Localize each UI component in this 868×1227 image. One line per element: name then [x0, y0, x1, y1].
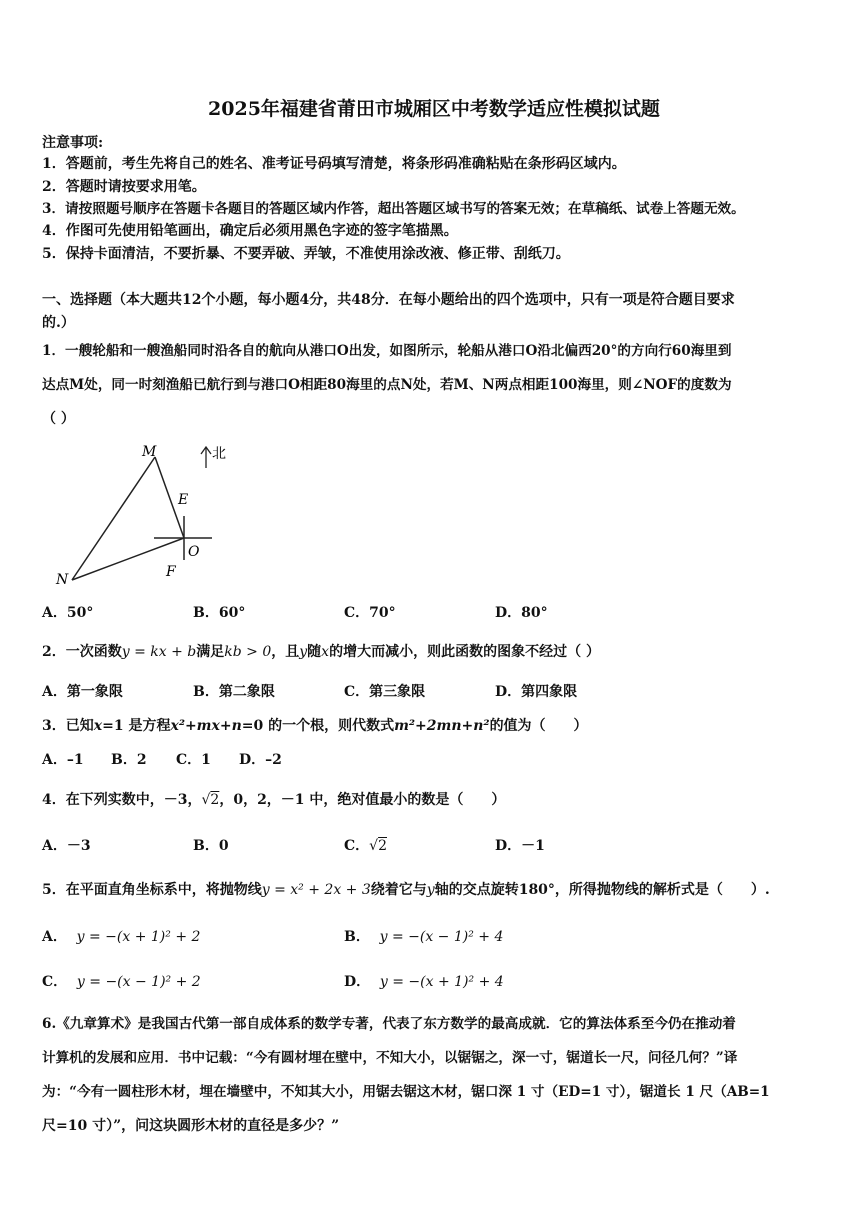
q6-text: 6.《九章算术》是我国古代第一部自成体系的数学专著，代表了东方数学的最高成就．它的算法体系至今仍在推动着: [42, 1016, 736, 1032]
label-F: F: [166, 564, 176, 580]
label-O: O: [188, 544, 200, 560]
q3-option-a[interactable]: A．–1: [42, 752, 84, 768]
label-E: E: [178, 492, 189, 508]
q2-option-d[interactable]: D．第四象限: [495, 684, 578, 700]
page-title: 2025年福建省莆田市城厢区中考数学适应性模拟试题: [208, 98, 660, 120]
notice-item: 2．答题时请按要求用笔。: [42, 179, 206, 195]
q2-option-c[interactable]: C．第三象限: [344, 684, 426, 700]
section-heading: 一、选择题（本大题共12个小题，每小题4分，共48分．在每小题给出的四个选项中，只有一项是符合题目要求: [42, 292, 735, 308]
q5-option-c[interactable]: C． y = −(x − 1)² + 2: [42, 974, 201, 990]
q3-text: 3．已知x=1 是方程x²+mx+n=0 的一个根，则代数式m²+2mn+n²的值为（ ）: [42, 718, 588, 734]
q4-option-c[interactable]: C．√2: [344, 838, 387, 854]
q6-text: 尺=10 寸）”，问这块圆形木材的直径是多少？”: [42, 1118, 340, 1134]
q5-option-a[interactable]: A． y = −(x + 1)² + 2: [42, 929, 201, 945]
q6-text: 为：“今有一圆柱形木材，埋在墙壁中，不知其大小，用锯去锯这木材，锯口深 1 寸（ED=1 寸），锯道长 1 尺（AB=1: [42, 1084, 770, 1100]
q1-figure: [40, 436, 240, 596]
notice-item: 5．保持卡面清洁，不要折暴、不要弄破、弄皱，不准使用涂改液、修正带、刮纸刀。: [42, 246, 570, 262]
q1-option-d[interactable]: D．80°: [495, 605, 548, 621]
q1-text: 达点M处，同一时刻渔船已航行到与港口O相距80海里的点N处，若M、N两点相距100海里，则∠NOF的度数为: [42, 377, 732, 393]
q2-text: 2．一次函数y = kx + b满足kb > 0，且y随x的增大而减小，则此函数的图象不经过（ ）: [42, 644, 600, 660]
q3-option-d[interactable]: D．–2: [239, 752, 282, 768]
segment-MN: [72, 457, 155, 580]
q5-text: 5．在平面直角坐标系中，将抛物线y = x² + 2x + 3绕着它与y轴的交点旋转180°，所得抛物线的解析式是（ ）.: [42, 882, 770, 898]
q5-option-b[interactable]: B． y = −(x − 1)² + 4: [344, 929, 504, 945]
q1-text: 1．一艘轮船和一艘渔船同时沿各自的航向从港口O出发，如图所示，轮船从港口O沿北偏西20°的方向行60海里到: [42, 343, 732, 359]
sqrt-icon: √: [201, 792, 211, 808]
q1-option-c[interactable]: C．70°: [344, 605, 396, 621]
q4-option-b[interactable]: B．0: [193, 838, 229, 854]
q2-option-b[interactable]: B．第二象限: [193, 684, 275, 700]
q3-option-b[interactable]: B．2: [111, 752, 147, 768]
notice-item: 3．请按照题号顺序在答题卡各题目的答题区域内作答，超出答题区域书写的答案无效；在草稿纸、试卷上答题无效。: [42, 201, 745, 217]
q6-text: 计算机的发展和应用．书中记载：“今有圆材埋在壁中，不知大小，以锯锯之，深一寸，锯道长一尺，问径几何？”译: [42, 1050, 738, 1066]
q2-option-a[interactable]: A．第一象限: [42, 684, 123, 700]
notice-heading: 注意事项:: [42, 135, 104, 151]
notice-item: 1．答题前，考生先将自己的姓名、准考证号码填写清楚，将条形码准确粘贴在条形码区域内。: [42, 156, 626, 172]
q1-text: （ ）: [42, 411, 75, 427]
q4-text: 4．在下列实数中，－3，√2，0，2，－1 中，绝对值最小的数是（ ）: [42, 792, 506, 808]
label-M: M: [142, 444, 157, 460]
q4-option-d[interactable]: D．－1: [495, 838, 545, 854]
q5-option-d[interactable]: D． y = −(x + 1)² + 4: [344, 974, 504, 990]
q1-option-a[interactable]: A．50°: [42, 605, 94, 621]
label-north: 北: [212, 446, 226, 462]
q1-option-b[interactable]: B．60°: [193, 605, 246, 621]
q3-option-c[interactable]: C．1: [176, 752, 211, 768]
sqrt-icon: √: [369, 838, 379, 854]
notice-item: 4．作图可先使用铅笔画出，确定后必须用黑色字迹的签字笔描黑。: [42, 223, 458, 239]
q4-option-a[interactable]: A．－3: [42, 838, 91, 854]
section-heading-cont: 的.）: [42, 315, 75, 331]
label-N: N: [56, 572, 69, 588]
